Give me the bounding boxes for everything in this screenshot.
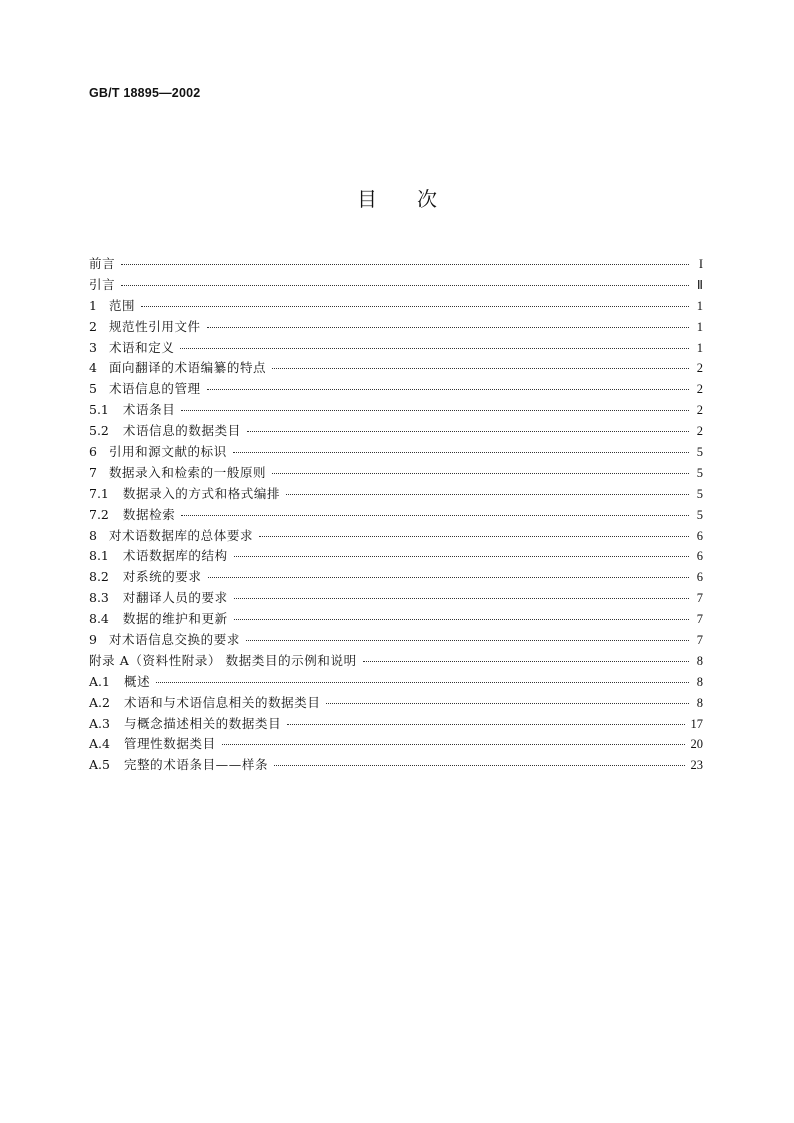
toc-entry[interactable] <box>89 275 703 296</box>
toc-entry-number: 8 <box>89 527 97 543</box>
toc-entry-page: 6 <box>696 528 703 543</box>
toc-leader-dots <box>326 702 689 704</box>
toc-entry-page: 17 <box>690 716 703 731</box>
toc-entry-number: 9 <box>89 632 97 648</box>
toc-entry[interactable] <box>89 651 703 672</box>
toc-entry-title: 附录 A（资料性附录） 数据类目的示例和说明 <box>89 652 357 668</box>
toc-entry-title: 对翻译人员的要求 <box>122 590 228 606</box>
toc-entry-page: 7 <box>696 633 703 648</box>
toc-entry-page: 8 <box>696 674 703 689</box>
toc-entry-title: 数据录入的方式和格式编排 <box>122 485 281 501</box>
toc-entry-number: 8.4 <box>89 611 109 627</box>
toc-entry[interactable] <box>89 546 703 567</box>
toc-leader-dots <box>207 388 689 390</box>
toc-leader-dots <box>272 367 689 369</box>
toc-entry[interactable] <box>89 358 703 379</box>
toc-entry[interactable] <box>89 734 703 755</box>
toc-entry-page: 5 <box>696 486 703 501</box>
toc-entry-number: 8.2 <box>89 569 109 585</box>
toc-leader-dots <box>287 723 684 725</box>
toc-leader-dots <box>180 347 689 349</box>
toc-entry[interactable] <box>89 379 703 400</box>
toc-leader-dots <box>121 284 689 286</box>
toc-entry-page: 1 <box>696 319 703 334</box>
table-of-contents <box>89 254 703 776</box>
toc-entry[interactable] <box>89 630 703 651</box>
toc-entry-number: 7.2 <box>89 506 109 522</box>
toc-entry[interactable] <box>89 421 703 442</box>
toc-entry-number: 5 <box>89 381 97 397</box>
toc-leader-dots <box>259 535 689 537</box>
toc-entry[interactable] <box>89 463 703 484</box>
toc-entry-title: 术语数据库的结构 <box>122 548 228 564</box>
toc-leader-dots <box>121 263 689 265</box>
toc-leader-dots <box>207 326 689 328</box>
toc-entry-title: 与概念描述相关的数据类目 <box>123 715 282 731</box>
toc-entry-title: 对术语信息交换的要求 <box>108 632 240 648</box>
toc-entry-page: 2 <box>696 382 703 397</box>
toc-entry[interactable] <box>89 526 703 547</box>
toc-entry-page: 5 <box>696 445 703 460</box>
toc-leader-dots <box>272 472 689 474</box>
toc-entry[interactable] <box>89 755 703 776</box>
toc-leader-dots <box>156 681 689 683</box>
toc-entry-page: 7 <box>696 612 703 627</box>
toc-entry-title: 术语信息的管理 <box>108 381 201 397</box>
toc-entry-number: A.4 <box>89 736 110 752</box>
toc-entry[interactable] <box>89 338 703 359</box>
toc-entry[interactable] <box>89 296 703 317</box>
toc-entry-title: 引言 <box>89 276 116 292</box>
toc-entry[interactable] <box>89 400 703 421</box>
toc-leader-dots <box>234 597 689 599</box>
toc-entry-title: 概述 <box>123 673 151 689</box>
toc-entry[interactable] <box>89 609 703 630</box>
toc-entry-title: 术语和与术语信息相关的数据类目 <box>123 694 321 710</box>
toc-leader-dots <box>274 764 684 766</box>
toc-entry-number: 3 <box>89 339 97 355</box>
toc-entry-page: 2 <box>696 403 703 418</box>
toc-leader-dots <box>181 409 689 411</box>
toc-entry-title: 对系统的要求 <box>122 569 202 585</box>
toc-entry[interactable] <box>89 714 703 735</box>
toc-entry-number: 1 <box>89 297 97 313</box>
toc-entry-page: 1 <box>696 298 703 313</box>
toc-entry-title: 术语信息的数据类目 <box>122 423 241 439</box>
toc-entry-page: 23 <box>690 758 703 773</box>
toc-leader-dots <box>286 493 689 495</box>
toc-leader-dots <box>247 430 689 432</box>
toc-entry-title: 术语条目 <box>122 402 176 418</box>
toc-entry-number: 7.1 <box>89 485 109 501</box>
toc-entry[interactable] <box>89 317 703 338</box>
toc-entry-page: Ⅱ <box>696 277 703 292</box>
toc-entry-title: 术语和定义 <box>108 339 175 355</box>
title-char-1: 目 <box>357 187 377 211</box>
toc-entry-number: 5.1 <box>89 402 109 418</box>
toc-entry-title: 引用和源文献的标识 <box>108 444 227 460</box>
page-title <box>0 183 794 212</box>
toc-entry-title: 数据检索 <box>122 506 176 522</box>
toc-entry-number: A.3 <box>89 715 110 731</box>
toc-entry-number: 7 <box>89 464 97 480</box>
toc-entry-page: 5 <box>696 507 703 522</box>
toc-entry[interactable] <box>89 672 703 693</box>
toc-entry-title: 完整的术语条目——样条 <box>123 757 269 773</box>
toc-entry-number: 8.1 <box>89 548 109 564</box>
toc-entry-page: 8 <box>696 653 703 668</box>
title-char-2: 次 <box>417 187 437 211</box>
toc-entry-title: 管理性数据类目 <box>123 736 216 752</box>
toc-entry-page: 20 <box>690 737 703 752</box>
toc-entry[interactable] <box>89 588 703 609</box>
toc-entry-page: 2 <box>696 361 703 376</box>
toc-entry[interactable] <box>89 567 703 588</box>
toc-entry[interactable] <box>89 484 703 505</box>
toc-entry-title: 数据录入和检索的一般原则 <box>108 464 267 480</box>
toc-entry[interactable] <box>89 442 703 463</box>
toc-entry-number: 6 <box>89 444 97 460</box>
toc-entry-number: A.1 <box>89 673 110 689</box>
toc-leader-dots <box>233 451 689 453</box>
toc-entry-page: 5 <box>696 465 703 480</box>
toc-entry-page: 7 <box>696 591 703 606</box>
toc-leader-dots <box>234 618 689 620</box>
toc-entry[interactable] <box>89 254 703 275</box>
toc-entry[interactable] <box>89 693 703 714</box>
toc-leader-dots <box>363 660 689 662</box>
toc-entry[interactable] <box>89 505 703 526</box>
toc-leader-dots <box>181 514 689 516</box>
toc-entry-page: 6 <box>696 549 703 564</box>
toc-leader-dots <box>246 639 689 641</box>
toc-leader-dots <box>234 555 689 557</box>
toc-entry-page: 6 <box>696 570 703 585</box>
toc-entry-page: 8 <box>696 695 703 710</box>
toc-entry-title: 规范性引用文件 <box>108 318 201 334</box>
toc-leader-dots <box>208 576 690 578</box>
toc-entry-number: 2 <box>89 318 97 334</box>
standard-code-header: GB/T 18895—2002 <box>89 86 201 100</box>
toc-entry-number: 4 <box>89 360 97 376</box>
toc-leader-dots <box>222 743 685 745</box>
toc-entry-number: A.5 <box>89 757 110 773</box>
toc-entry-number: 5.2 <box>89 423 109 439</box>
toc-entry-page: 2 <box>696 424 703 439</box>
toc-entry-number: A.2 <box>89 694 110 710</box>
toc-entry-title: 范围 <box>108 297 136 313</box>
toc-entry-number: 8.3 <box>89 590 109 606</box>
toc-entry-page: 1 <box>696 340 703 355</box>
toc-entry-title: 对术语数据库的总体要求 <box>108 527 254 543</box>
toc-leader-dots <box>141 305 689 307</box>
toc-entry-title: 面向翻译的术语编纂的特点 <box>108 360 267 376</box>
toc-entry-title: 前言 <box>89 256 116 271</box>
toc-entry-title: 数据的维护和更新 <box>122 611 228 627</box>
toc-entry-page: I <box>698 257 703 271</box>
